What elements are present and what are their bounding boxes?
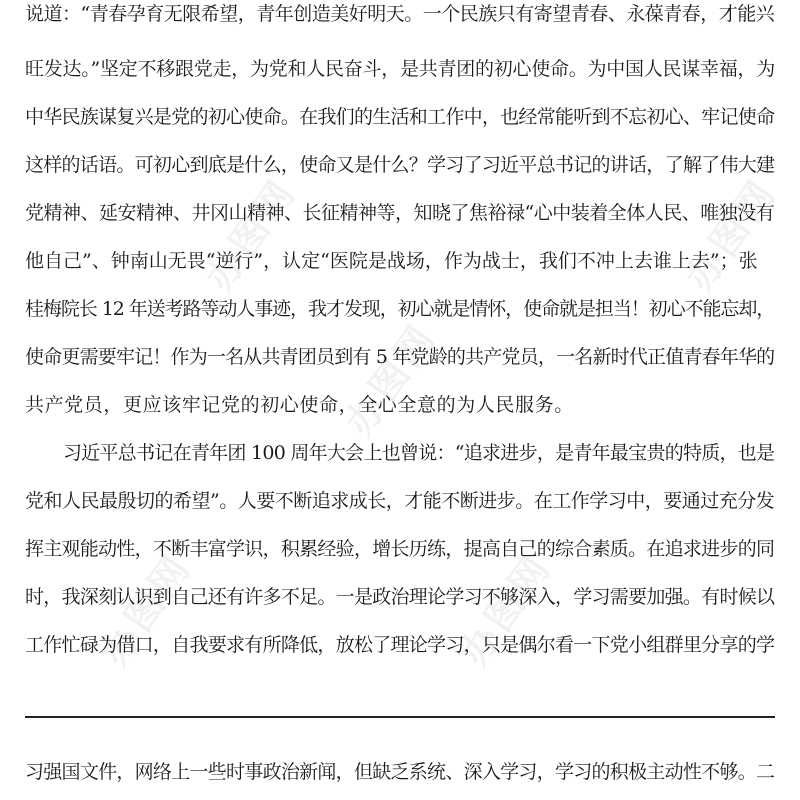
paragraph-first-line: 习近平总书记在青年团 100 周年大会上也曾说：“追求进步，是青年最宝贵的特质，也是 [63,442,775,464]
watermark: 办图网 [451,545,561,674]
body-text-line: 时，我深刻认识到自己还有许多不足。一是政治理论学习不够深入，学习需要加强。有时候以 [25,586,775,608]
body-text-line: 说道：“青春孕育无限希望，青年创造美好明天。一个民族只有寄望青春、永葆青春，才能兴 [25,3,775,25]
body-text-line: 使命更需要牢记！作为一名从共青团员到有 5 年党龄的共产党员，一名新时代正值青春年华的 [25,346,775,368]
body-text-line: 挥主观能动性，不断丰富学识，积累经验，增长历练，提高自己的综合素质。在追求进步的同 [25,538,775,560]
body-text-line: 共产党员，更应该牢记党的初心使命，全心全意的为人民服务。 [25,394,574,416]
body-text-line: 这样的话语。可初心到底是什么，使命又是什么？学习了习近平总书记的讲话，了解了伟大建 [25,154,775,176]
body-text-line: 他自己”、钟南山无畏“逆行”，认定“医院是战场，作为战士，我们不冲上去谁上去”；张 [25,250,758,272]
watermark: 办图网 [91,545,201,674]
body-text-line: 党精神、延安精神、井冈山精神、长征精神等，知晓了焦裕禄“心中装着全体人民、唯独没有 [25,202,775,224]
watermark: 办图网 [336,315,446,444]
body-text-line: 旺发达。”坚定不移跟党走，为党和人民奋斗，是共青团的初心使命。为中国人民谋幸福，为 [25,58,775,80]
body-text-line: 桂梅院长 12 年送考路等动人事迹，我才发现，初心就是情怀，使命就是担当！初心不能忘却， [25,298,775,320]
body-text-line: 习强国文件，网络上一些时事政治新闻，但缺乏系统、深入学习，学习的积极主动性不够。二 [25,761,775,783]
body-text-line: 党和人民最殷切的希望”。人要不断追求成长，才能不断进步。在工作学习中，要通过充分发 [25,490,775,512]
body-text-line: 工作忙碌为借口，自我要求有所降低，放松了理论学习，只是偶尔看一下党小组群里分享的学 [25,634,775,656]
watermark: 办图网 [196,170,306,299]
watermark: 办图网 [676,170,786,299]
page-break-divider [25,716,775,718]
body-text-line: 中华民族谋复兴是党的初心使命。在我们的生活和工作中，也经常能听到不忘初心、牢记使命 [25,106,775,128]
